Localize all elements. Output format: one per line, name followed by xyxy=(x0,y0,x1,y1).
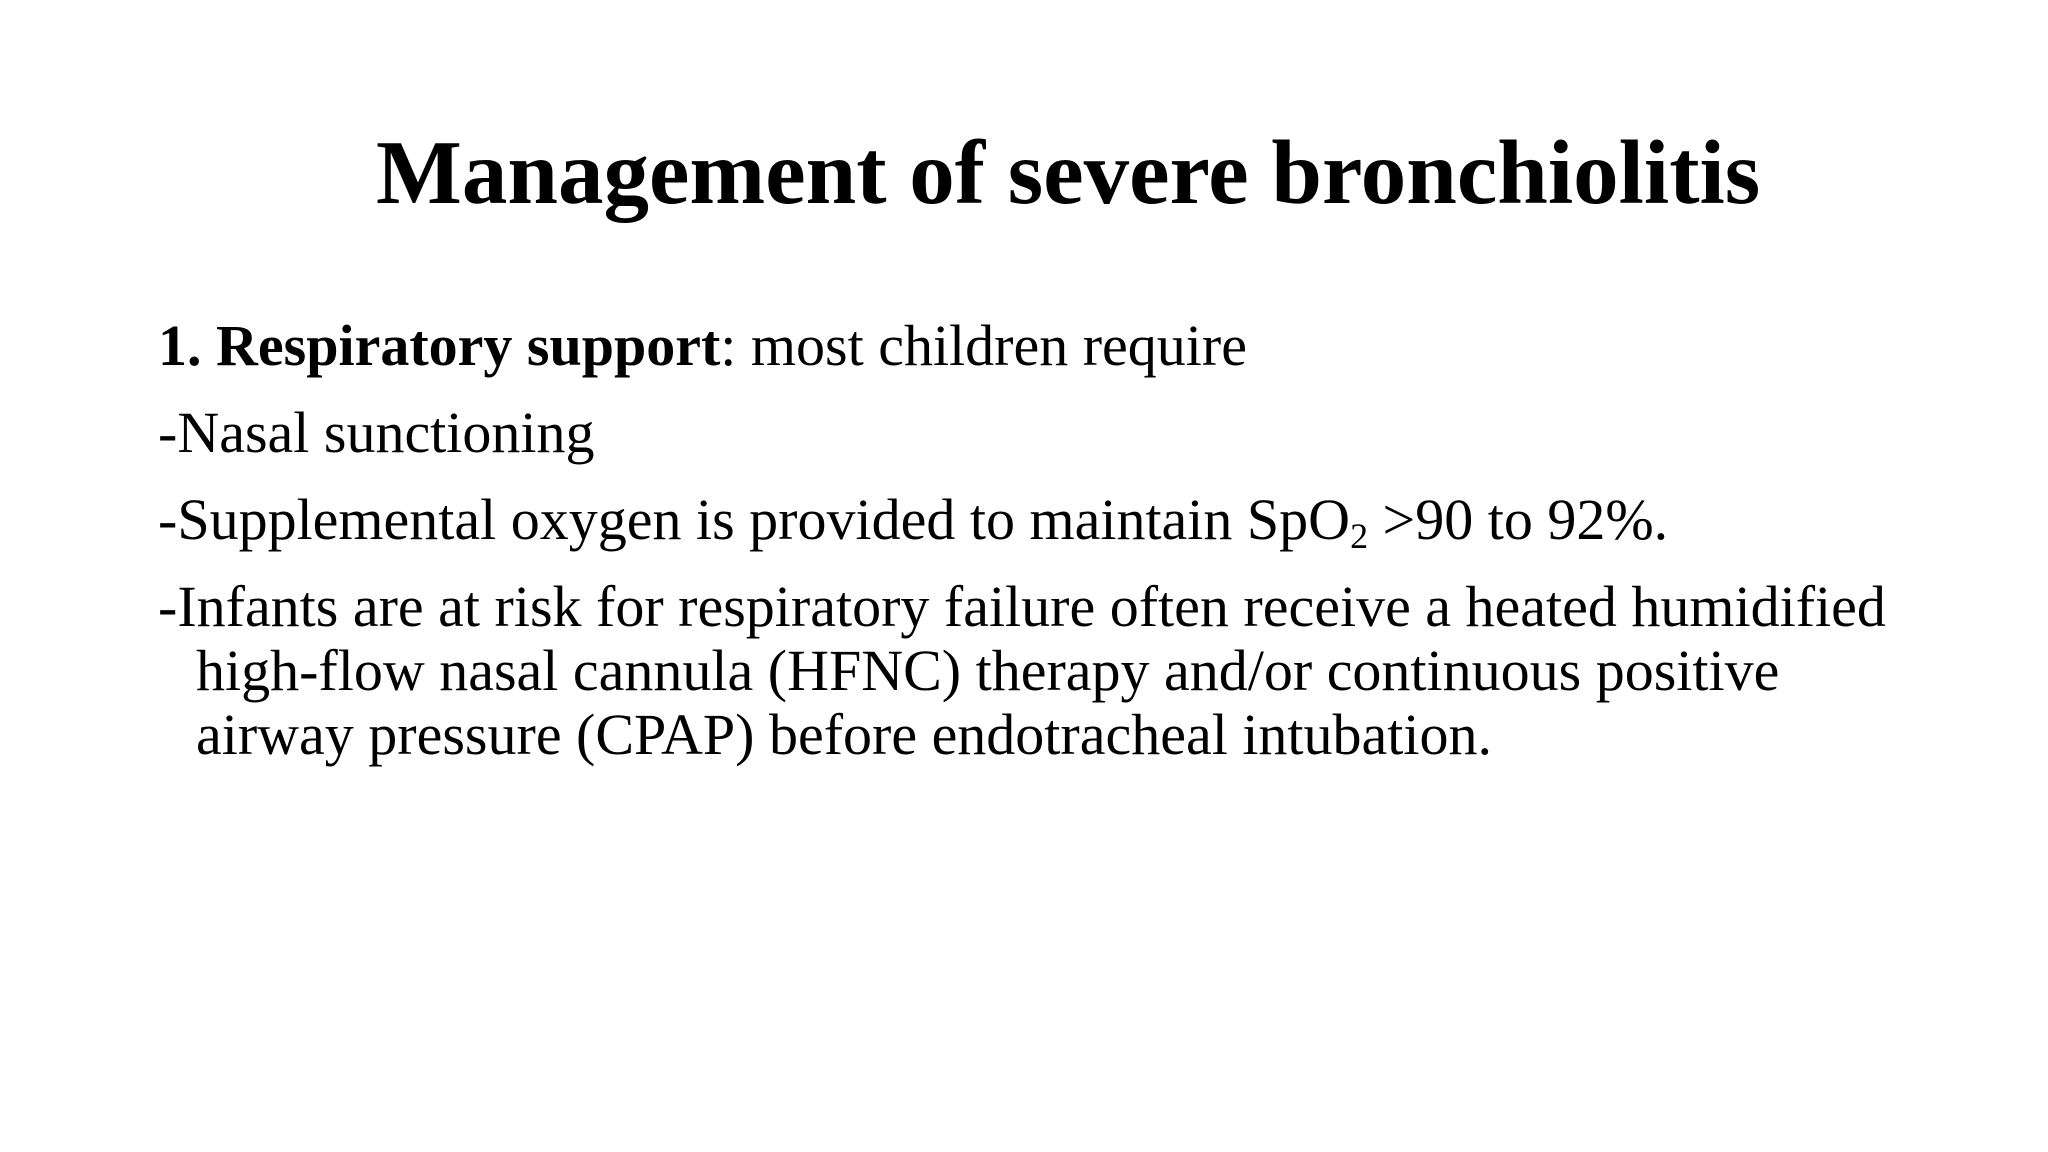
oxygen-subscript: 2 xyxy=(1350,515,1369,556)
point-respiratory-support xyxy=(158,314,1898,378)
slide-title: Management of severe bronchiolitis xyxy=(376,122,1761,223)
slide-body xyxy=(158,314,1898,790)
oxygen-suffix: >90 to 92%. xyxy=(1368,487,1669,552)
point-text: : most children require xyxy=(720,313,1247,378)
item-nasal-suctioning: -Nasal sunctioning xyxy=(158,400,595,465)
oxygen-prefix: -Supplemental oxygen is provided to maintain SpO xyxy=(158,487,1351,552)
item-infants-respiratory-failure: -Infants are at risk for respiratory failure often receive a heated humidified high-flow nasal cannula (HFNC) therapy and/or continuous positive airway pressure (CPAP) before endotracheal intubation. xyxy=(158,574,1886,767)
item-supplemental-oxygen xyxy=(158,487,1898,556)
point-heading: 1. Respiratory support xyxy=(158,313,721,378)
